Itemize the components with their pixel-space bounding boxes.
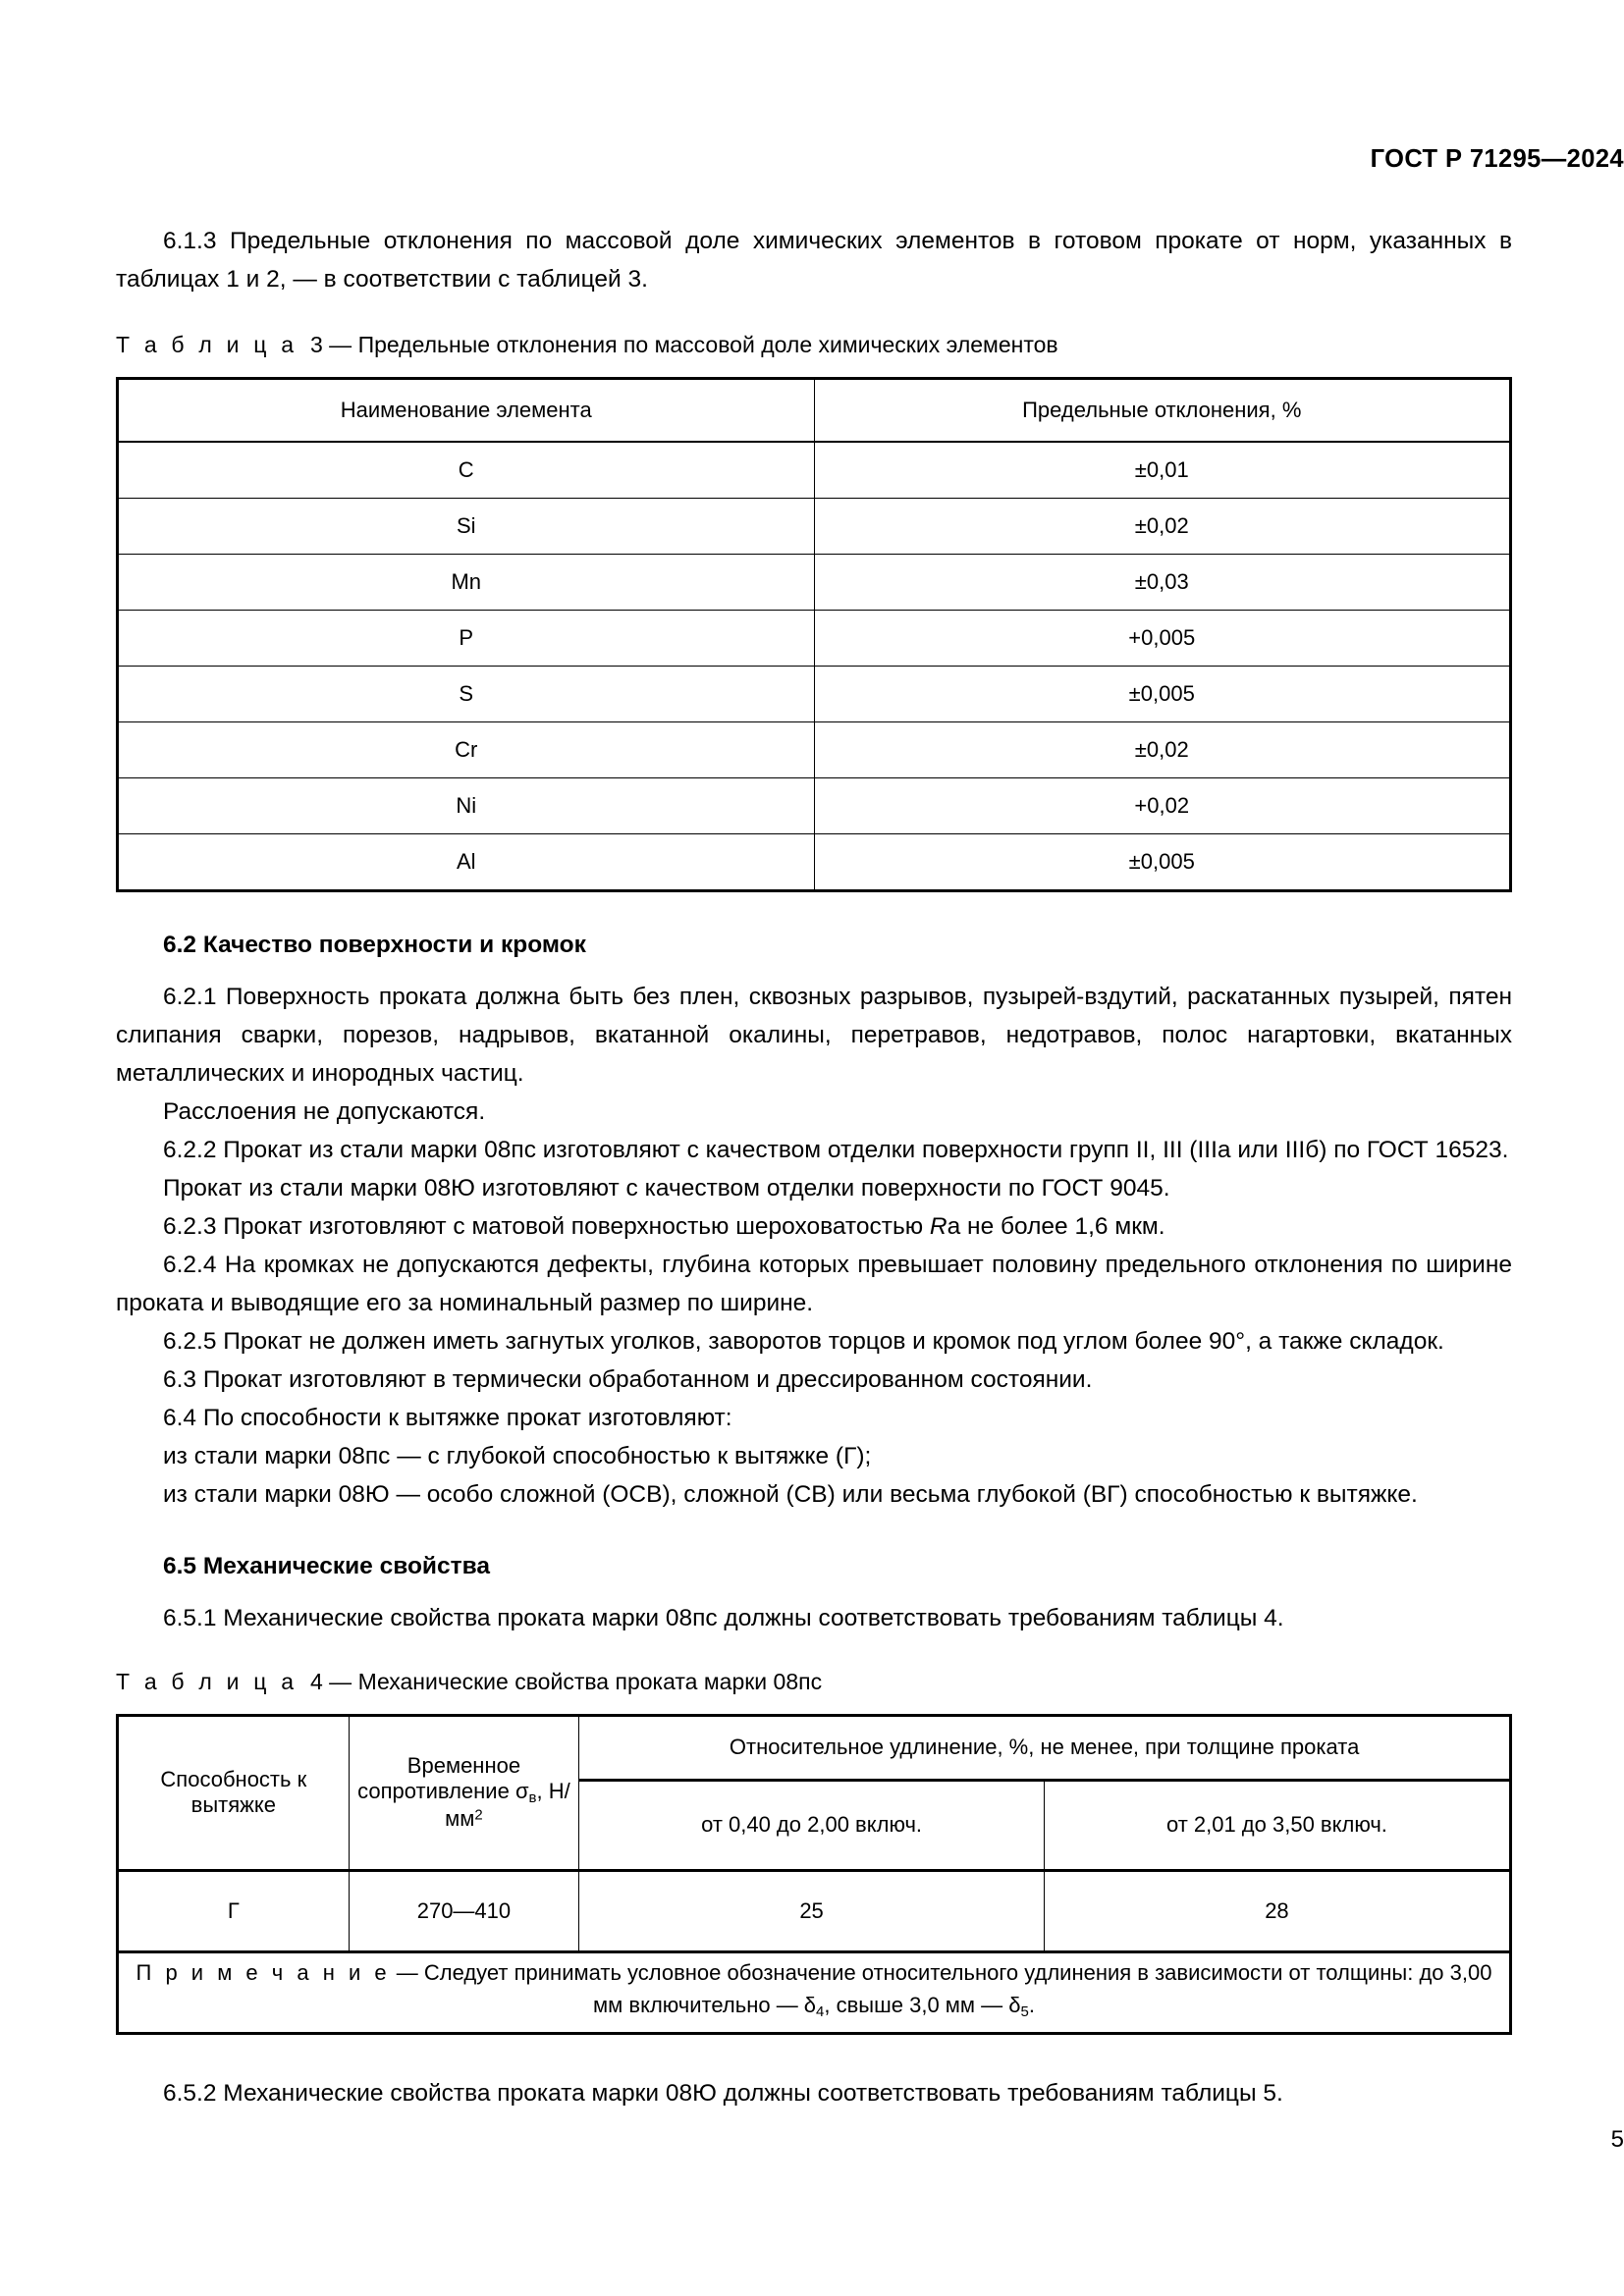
table-3-col-header-element: Наименование элемента xyxy=(119,380,814,442)
table-3-cell-deviation: ±0,02 xyxy=(814,499,1509,555)
table-4-cell-elongation-1: 25 xyxy=(579,1870,1045,1951)
note-sub-2: 5 xyxy=(1020,2003,1029,2021)
table-3-cell-element: Al xyxy=(119,834,814,890)
spacer xyxy=(116,1585,1512,1599)
table-3-cell-deviation: ±0,005 xyxy=(814,834,1509,890)
paragraph-6-2-1-b: Расслоения не допускаются. xyxy=(163,1098,486,1125)
note-text-mid: , свыше 3,0 мм — δ xyxy=(824,1992,1021,2017)
spacer xyxy=(116,298,1512,328)
top-spacer xyxy=(116,0,1512,222)
table-4-cell-strength: 270—410 xyxy=(349,1870,579,1951)
table-3-cell-deviation: ±0,01 xyxy=(814,443,1509,499)
table-4-caption-dash: — xyxy=(329,1669,352,1694)
paragraph-6-2-2: 6.2.2 Прокат из стали марки 08пс изготовляют с качеством отделки поверхности групп II, III (IIIа или IIIб) по ГОСТ 16523. xyxy=(163,1137,1509,1163)
table-row xyxy=(119,1870,1509,1951)
note-dash: — xyxy=(396,1959,418,1985)
note-sub-1: 4 xyxy=(816,2003,825,2021)
page-content xyxy=(116,0,1512,2112)
paragraph-6-2-5: 6.2.5 Прокат не должен иметь загнутых уголков, заворотов торцов и кромок под углом более 90°, а также складок. xyxy=(163,1328,1444,1355)
paragraph-6-4-item-a: из стали марки 08пс — с глубокой способностью к вытяжке (Г); xyxy=(163,1443,872,1469)
table-4-container xyxy=(116,1714,1512,2035)
table-3-cell-deviation: +0,005 xyxy=(814,611,1509,667)
spacer xyxy=(116,1514,1512,1547)
table-4-caption-number: 4 xyxy=(309,1669,323,1694)
roughness-symbol: R xyxy=(929,1213,947,1240)
table-3-cell-element: Cr xyxy=(119,722,814,778)
table-4-subheader-range-1: от 0,40 до 2,00 включ. xyxy=(579,1780,1045,1870)
table-3-cell-element: Si xyxy=(119,499,814,555)
heading-6-5: 6.5 Механические свойства xyxy=(163,1553,490,1579)
spacer xyxy=(116,2035,1512,2074)
table-4-cell-elongation-2: 28 xyxy=(1044,1870,1509,1951)
paragraph-6-2-3 xyxy=(116,1207,1512,1246)
table-4-header-row-top xyxy=(119,1717,1509,1780)
paragraph-6-4: 6.4 По способности к вытяжке прокат изготовляют: xyxy=(163,1405,732,1431)
table-3-cell-element: S xyxy=(119,667,814,722)
strength-sup: 2 xyxy=(474,1807,483,1825)
table-3-caption xyxy=(116,328,1512,361)
table-3-caption-dash: — xyxy=(329,332,352,357)
table-3-container xyxy=(116,377,1512,892)
strength-pre: сопротивление σ xyxy=(357,1779,529,1804)
table-3-cell-deviation: ±0,02 xyxy=(814,722,1509,778)
table-4-note-row xyxy=(119,1951,1509,2032)
table-4-subheader-range-2: от 2,01 до 3,50 включ. xyxy=(1044,1780,1509,1870)
table-3-cell-element: P xyxy=(119,611,814,667)
table-4-col-header-strength xyxy=(349,1717,579,1870)
table-3-caption-number: 3 xyxy=(309,332,323,357)
heading-6-2: 6.2 Качество поверхности и кромок xyxy=(163,932,586,958)
table-row xyxy=(119,778,1509,834)
table-3-caption-title: Предельные отклонения по массовой доле химических элементов xyxy=(357,332,1058,357)
paragraph-6-5-1: 6.5.1 Механические свойства проката марки 08пс должны соответствовать требованиям таблицы 4. xyxy=(163,1605,1284,1631)
table-row xyxy=(119,667,1509,722)
strength-line-2 xyxy=(350,1779,579,1832)
paragraph-6-2-1: 6.2.1 Поверхность проката должна быть без плен, сквозных разрывов, пузырей-вздутий, раскатанных пузырей, пятен слипания сварки, порезов, надрывов, вкатанной окалины, перетравов, недотравов, полос нагартовки, вкатанных металлических и инородных частиц. xyxy=(116,984,1512,1087)
note-label: П р и м е ч а н и е xyxy=(135,1959,391,1985)
paragraph-6-4-item-b: из стали марки 08Ю — особо сложной (ОСВ), сложной (СВ) или весьма глубокой (ВГ) способностью к вытяжке. xyxy=(163,1481,1418,1508)
table-row xyxy=(119,443,1509,499)
table-4-note xyxy=(119,1951,1509,2032)
paragraph-6-2-2-b: Прокат из стали марки 08Ю изготовляют с качеством отделки поверхности по ГОСТ 9045. xyxy=(163,1175,1170,1201)
spacer xyxy=(116,964,1512,978)
table-3-cell-deviation: ±0,03 xyxy=(814,555,1509,611)
paragraph-6-2-3-pre: 6.2.3 Прокат изготовляют с матовой поверхностью шероховатостью xyxy=(163,1213,930,1240)
spacer xyxy=(116,1698,1512,1714)
strength-line-1: Временное xyxy=(406,1753,521,1779)
table-3-cell-element: C xyxy=(119,443,814,499)
spacer xyxy=(116,1637,1512,1665)
table-row xyxy=(119,611,1509,667)
running-header: ГОСТ Р 71295—2024 xyxy=(1370,145,1624,173)
table-4-col-header-capability: Способность к вытяжке xyxy=(119,1717,349,1870)
table-3-cell-element: Mn xyxy=(119,555,814,611)
table-4-caption-title: Механические свойства проката марки 08пс xyxy=(357,1669,823,1694)
table-3-col-header-deviation: Предельные отклонения, % xyxy=(814,380,1509,442)
table-3-caption-label: Т а б л и ц а xyxy=(116,332,298,357)
table-row xyxy=(119,722,1509,778)
paragraph-6-2-4: 6.2.4 На кромках не допускаются дефекты, глубина которых превышает половину предельного отклонения по ширине проката и выводящие его за номинальный размер по ширине. xyxy=(116,1252,1512,1316)
table-4-caption xyxy=(116,1665,1512,1698)
note-text-pre: Следует принимать условное обозначение относительного удлинения в зависимости от толщины: до 3,00 мм включительно — δ xyxy=(423,1959,1492,2017)
table-3-cell-deviation: ±0,005 xyxy=(814,667,1509,722)
table-4 xyxy=(119,1717,1509,2032)
paragraph-6-5-2: 6.5.2 Механические свойства проката марки 08Ю должны соответствовать требованиям таблицы 5. xyxy=(163,2079,1283,2107)
table-row xyxy=(119,499,1509,555)
paragraph-6-2-3-post: a не более 1,6 мкм. xyxy=(947,1213,1165,1240)
table-4-group-header-elongation: Относительное удлинение, %, не менее, при толщине проката xyxy=(579,1717,1509,1780)
page-number-value: 5 xyxy=(1610,2126,1624,2153)
table-3-header-row xyxy=(119,380,1509,442)
spacer xyxy=(116,361,1512,377)
table-3-cell-deviation: +0,02 xyxy=(814,778,1509,834)
paragraph-6-3: 6.3 Прокат изготовляют в термически обработанном и дрессированном состоянии. xyxy=(163,1366,1093,1393)
table-4-caption-label: Т а б л и ц а xyxy=(116,1669,298,1694)
paragraph-6-1-3: 6.1.3 Предельные отклонения по массовой доле химических элементов в готовом прокате от норм, указанных в таблицах 1 и 2, — в соответствии с таблицей 3. xyxy=(116,228,1512,293)
spacer xyxy=(116,892,1512,926)
table-3 xyxy=(119,380,1509,889)
table-row xyxy=(119,555,1509,611)
strength-sub: в xyxy=(528,1789,537,1807)
strength-post: , Н/мм xyxy=(445,1779,570,1832)
table-row xyxy=(119,834,1509,890)
note-text-end: . xyxy=(1028,1992,1035,2017)
table-4-cell-capability: Г xyxy=(119,1870,349,1951)
table-3-cell-element: Ni xyxy=(119,778,814,834)
